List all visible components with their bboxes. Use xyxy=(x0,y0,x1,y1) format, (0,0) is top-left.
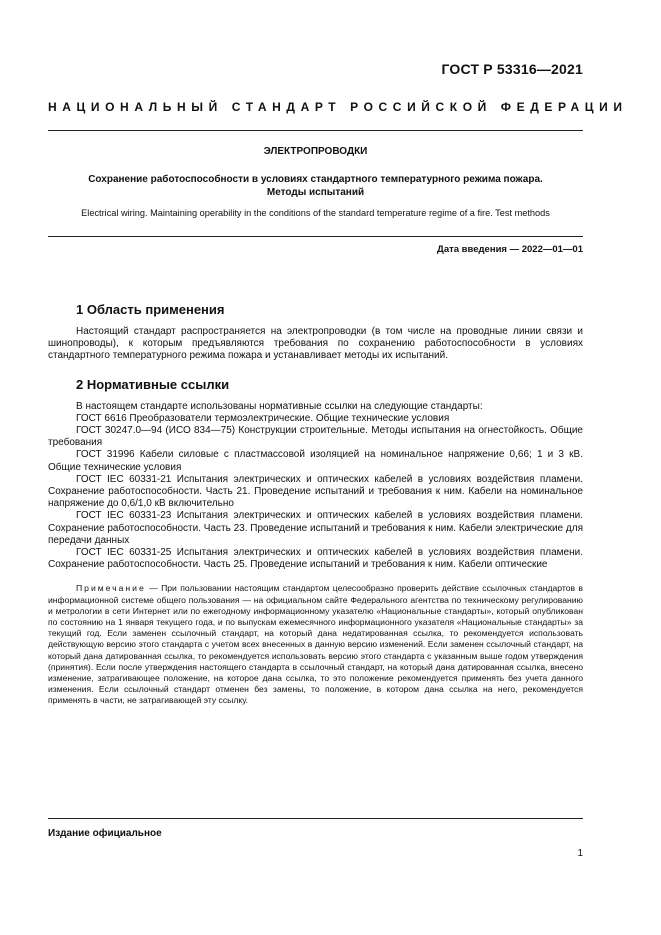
section-1-heading: 1 Область применения xyxy=(76,302,225,317)
subtitle-line-2: Методы испытаний xyxy=(266,187,365,198)
reference-item: ГОСТ IEC 60331-23 Испытания электрических и оптических кабелей в условиях воздействия пламени. Сохранение работоспособности. Часть 23. Проведение испытаний и требования к ним. Кабели электрические для передачи данных xyxy=(48,510,583,546)
document-title: ЭЛЕКТРОПРОВОДКИ xyxy=(263,146,368,157)
official-edition-label: Издание официальное xyxy=(48,828,162,839)
document-number: ГОСТ Р 53316—2021 xyxy=(441,61,583,77)
note-text: — При пользовании настоящим стандартом целесообразно проверить действие ссылочных стандартов в информационной системе общего пользования — на официальном сайте Федерального агентства по техническому регулированию и метрологии в сети Интернет или по ежегодному информационному указателю «Национальные стандарты», который опубликован по состоянию на 1 января текущего года, и по выпускам ежемесячного информационного указателя «Национальные стандарты» за текущий год. Если заменен ссылочный стандарт, на который дана недатированная ссылка, то рекомендуется использовать действующую версию этого стандарта с учетом всех внесенных в данную версию изменений. Если заменен ссылочный стандарт, на который дана датированная ссылка, то рекомендуется использовать версию этого стандарта с указанным выше годом утверждения (принятия). Если после утверждения настоящего стандарта в ссылочный стандарт, на который дана датированная ссылка, внесено изменение, затрагивающее положение, на которое дана ссылка, то это положение рекомендуется применять без учета данного изменения. Если ссылочный стандарт отменен без замены, то положение, в котором дана ссылка на него, рекомендуется применять в части, не затрагивающей эту ссылку. xyxy=(48,583,583,706)
english-title: Electrical wiring. Maintaining operability in the conditions of the standard temperature regime of a fire. Test methods xyxy=(81,208,550,218)
note-paragraph xyxy=(48,583,583,706)
document-subtitle xyxy=(48,173,583,199)
divider-bottom xyxy=(48,818,583,819)
section-2-heading: 2 Нормативные ссылки xyxy=(76,376,230,392)
reference-item: ГОСТ IEC 60331-21 Испытания электрических и оптических кабелей в условиях воздействия пламени. Сохранение работоспособности. Часть 21. Проведение испытаний и требования к ним. Кабели на номинальное напряжение до 0,6/1,0 кВ включительно xyxy=(48,473,583,510)
section-2-intro: В настоящем стандарте использованы нормативные ссылки на следующие стандарты: xyxy=(76,400,483,412)
subtitle-line-1: Сохранение работоспособности в условиях стандартного температурного режима пожара. xyxy=(88,174,543,185)
divider-middle xyxy=(48,236,583,237)
reference-item: ГОСТ 31996 Кабели силовые с пластмассовой изоляцией на номинальное напряжение 0,66; 1 и 3 кВ. Общие технические условия xyxy=(48,449,583,473)
reference-item: ГОСТ 30247.0—94 (ИСО 834—75) Конструкции строительные. Методы испытания на огнестойкость. Общие требования xyxy=(48,425,583,449)
national-standard-heading: НАЦИОНАЛЬНЫЙ СТАНДАРТ РОССИЙСКОЙ ФЕДЕРАЦИИ xyxy=(48,100,628,114)
page-number: 1 xyxy=(577,848,583,859)
introduction-date: Дата введения — 2022—01—01 xyxy=(437,244,583,255)
divider-top xyxy=(48,130,583,131)
note-label: Примечание xyxy=(76,583,146,594)
section-2 xyxy=(48,377,583,707)
document-body xyxy=(48,302,583,707)
section-1-text: Настоящий стандарт распространяется на электропроводки (в том числе на проводные линии связи и шинопроводы), к которым предъявляются требования по сохранению работоспособности в условиях стандартного температурного режима пожара и устанавливает методы их испытаний. xyxy=(48,326,583,362)
reference-item: ГОСТ IEC 60331-25 Испытания электрических и оптических кабелей в условиях воздействия пламени. Сохранение работоспособности. Часть 25. Проведение испытаний и требования к ним. Кабели оптические xyxy=(48,547,583,571)
reference-item: ГОСТ 6616 Преобразователи термоэлектрические. Общие технические условия xyxy=(76,412,450,424)
